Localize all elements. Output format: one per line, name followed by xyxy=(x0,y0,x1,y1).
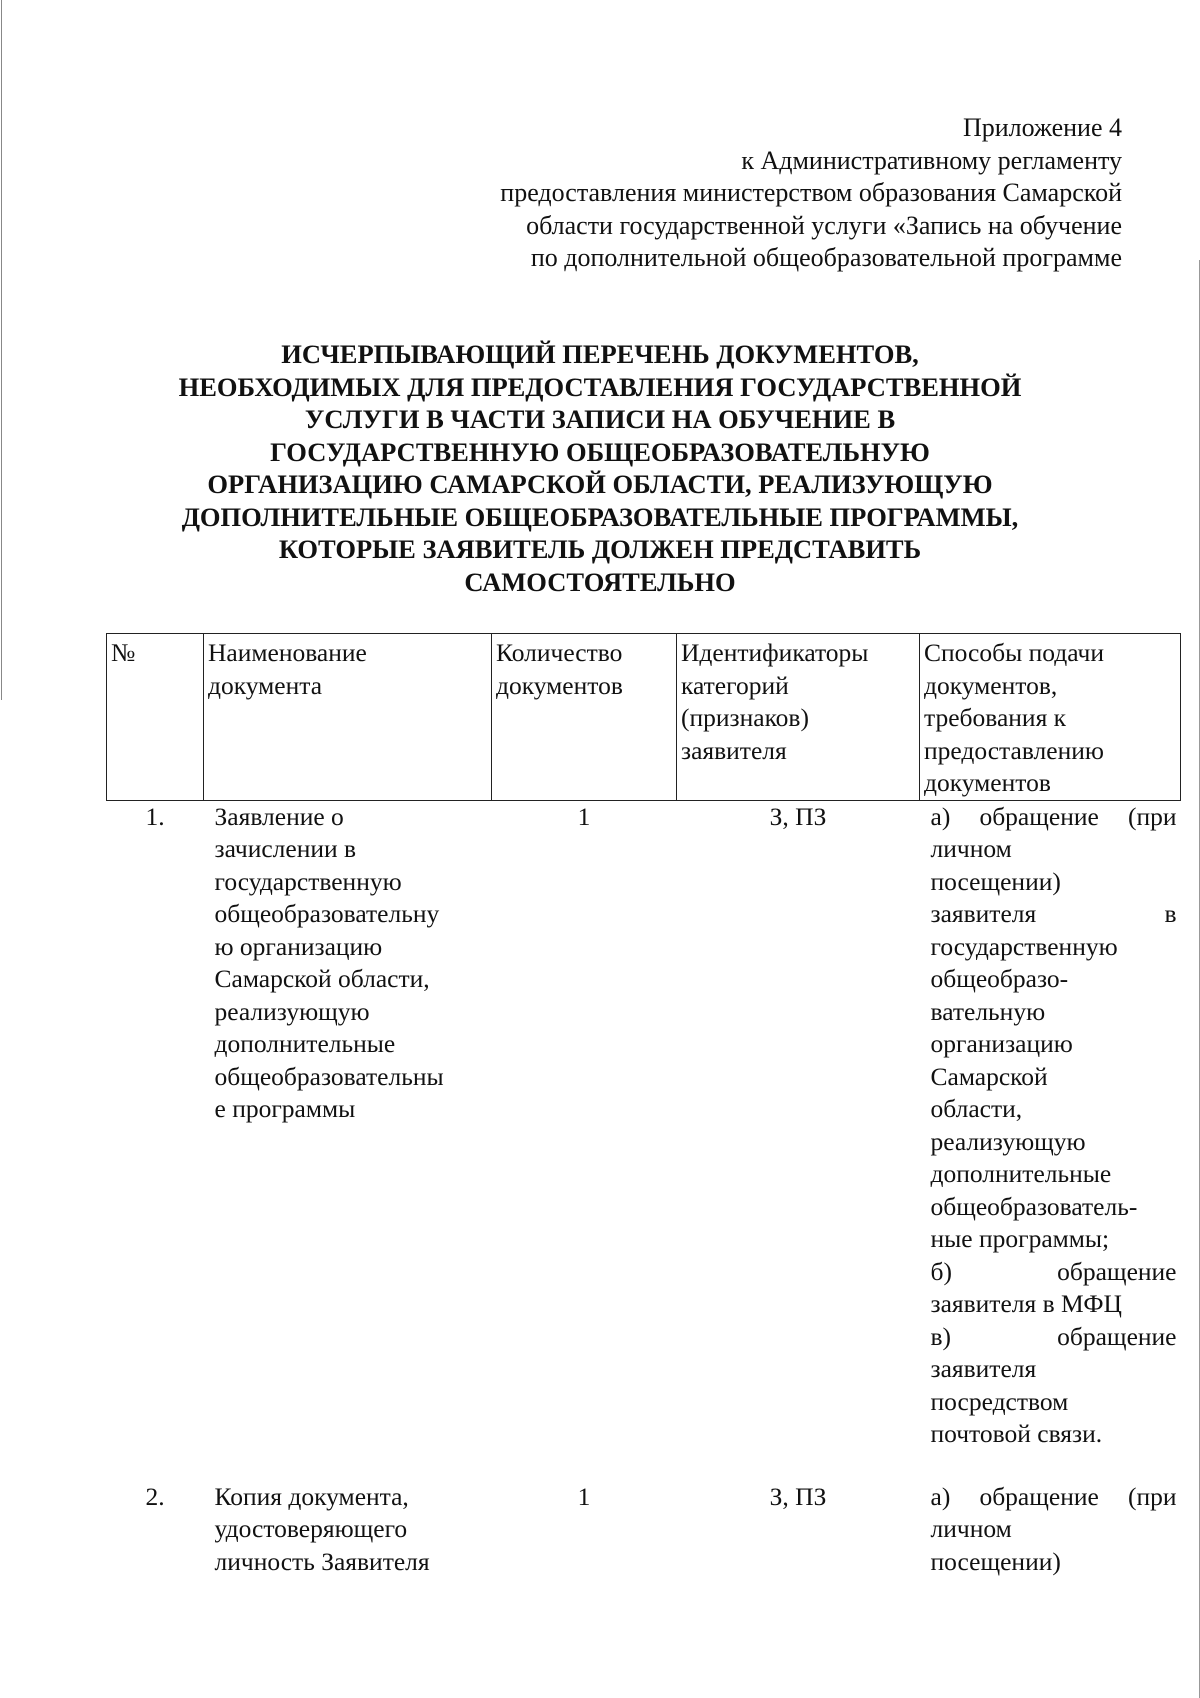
appendix-line: предоставления министерством образования Самарской xyxy=(500,178,1122,207)
applicant-category-ids: З, ПЗ xyxy=(769,1481,827,1511)
text-line: заявителя xyxy=(681,735,787,765)
document-title xyxy=(100,338,1100,598)
text-line: Копия документа, xyxy=(214,1481,409,1511)
text-line: Способы подачи xyxy=(924,638,1104,667)
header-ids xyxy=(677,634,920,801)
text-line: общеобразо- xyxy=(930,964,1069,993)
text-line: посещении) xyxy=(930,866,1061,896)
appendix-line: Приложение 4 xyxy=(962,113,1122,142)
text-line: документов xyxy=(924,768,1051,797)
appendix-line: к Административному регламенту xyxy=(741,145,1122,175)
page-edge-left xyxy=(1,0,2,700)
document-name xyxy=(204,800,492,1481)
text-line: государственную xyxy=(930,931,1118,961)
text-line: реализующую xyxy=(930,1126,1086,1156)
text-line: Идентификаторы xyxy=(681,638,869,667)
text-line: предоставлению xyxy=(924,735,1104,765)
table-row xyxy=(107,1481,1181,1579)
title-line: ГОСУДАРСТВЕННУЮ ОБЩЕОБРАЗОВАТЕЛЬНУЮ xyxy=(270,436,930,467)
header-qty xyxy=(492,634,677,801)
row-number: 1. xyxy=(145,801,165,831)
text-line: вательную xyxy=(930,996,1046,1026)
text-line: е программы xyxy=(214,1094,356,1123)
text-line: документов, xyxy=(924,670,1058,700)
text-line: организацию xyxy=(930,1029,1073,1058)
title-line: ОРГАНИЗАЦИЮ САМАРСКОЙ ОБЛАСТИ, РЕАЛИЗУЮЩУЮ xyxy=(207,469,993,499)
text-line: заявителя в xyxy=(930,899,1177,928)
text-line: личность Заявителя xyxy=(214,1546,430,1576)
documents-table xyxy=(106,633,1181,1578)
header-methods xyxy=(920,634,1181,801)
text-line: Самарской xyxy=(930,1061,1048,1091)
document-count: 1 xyxy=(577,801,591,831)
text-line: личном xyxy=(930,1514,1012,1543)
text-line: общеобразователь- xyxy=(930,1191,1138,1221)
title-line: УСЛУГИ В ЧАСТИ ЗАПИСИ НА ОБУЧЕНИЕ В xyxy=(304,404,896,434)
table-row xyxy=(107,800,1181,1481)
text-line: заявителя в МФЦ xyxy=(930,1289,1122,1318)
text-line: документов xyxy=(496,670,623,700)
text-line: личном xyxy=(930,834,1012,863)
text-line: Количество xyxy=(496,638,623,667)
document-name xyxy=(204,1481,492,1579)
text-line: зачислении в xyxy=(214,834,357,863)
text-line: ные программы; xyxy=(930,1224,1110,1253)
text-line: № xyxy=(111,638,136,667)
table-header-row xyxy=(107,634,1181,801)
appendix-line: области государственной услуги «Запись на обучение xyxy=(526,210,1122,240)
text-line: удостоверяющего xyxy=(214,1514,408,1543)
row-number: 2. xyxy=(145,1481,165,1511)
submission-methods xyxy=(920,800,1181,1481)
text-line: заявителя xyxy=(930,1354,1037,1383)
title-line: ИСЧЕРПЫВАЮЩИЙ ПЕРЕЧЕНЬ ДОКУМЕНТОВ, xyxy=(281,339,919,369)
title-line: ДОПОЛНИТЕЛЬНЫЕ ОБЩЕОБРАЗОВАТЕЛЬНЫЕ ПРОГРАММЫ, xyxy=(181,501,1019,532)
text-line: области, xyxy=(930,1094,1023,1123)
text-line: государственную xyxy=(214,866,402,896)
text-line: категорий xyxy=(681,670,789,700)
appendix-line: по дополнительной общеобразовательной программе xyxy=(530,243,1122,272)
submission-methods xyxy=(920,1481,1181,1579)
text-line: дополнительные xyxy=(930,1159,1112,1188)
title-line: САМОСТОЯТЕЛЬНО xyxy=(464,566,736,597)
text-line: Наименование xyxy=(208,638,367,667)
text-line: общеобразовательну xyxy=(214,899,440,928)
header-name xyxy=(204,634,492,801)
text-line: б) обращение xyxy=(930,1256,1177,1286)
text-line: дополнительные xyxy=(214,1029,396,1058)
title-line: КОТОРЫЕ ЗАЯВИТЕЛЬ ДОЛЖЕН ПРЕДСТАВИТЬ xyxy=(278,534,922,564)
text-line: в) обращение xyxy=(930,1321,1177,1351)
text-line: а) обращение (при xyxy=(930,1481,1177,1511)
text-line: посредством xyxy=(930,1386,1069,1416)
header-num xyxy=(107,634,204,801)
document-count: 1 xyxy=(577,1481,591,1511)
text-line: Самарской области, xyxy=(214,964,430,993)
text-line: общеобразовательны xyxy=(214,1061,444,1091)
text-line: а) обращение (при xyxy=(930,801,1177,831)
text-line: (признаков) xyxy=(681,703,809,732)
title-line: НЕОБХОДИМЫХ ДЛЯ ПРЕДОСТАВЛЕНИЯ ГОСУДАРСТВЕННОЙ xyxy=(178,371,1022,402)
text-line: почтовой связи. xyxy=(930,1419,1103,1448)
appendix-header xyxy=(362,112,1122,275)
text-line: Заявление о xyxy=(214,801,344,831)
text-line: реализующую xyxy=(214,996,370,1026)
text-line: требования к xyxy=(924,703,1067,732)
text-line: посещении) xyxy=(930,1546,1061,1576)
applicant-category-ids: З, ПЗ xyxy=(769,801,827,831)
text-line: ю организацию xyxy=(214,931,383,961)
text-line: документа xyxy=(208,670,323,700)
